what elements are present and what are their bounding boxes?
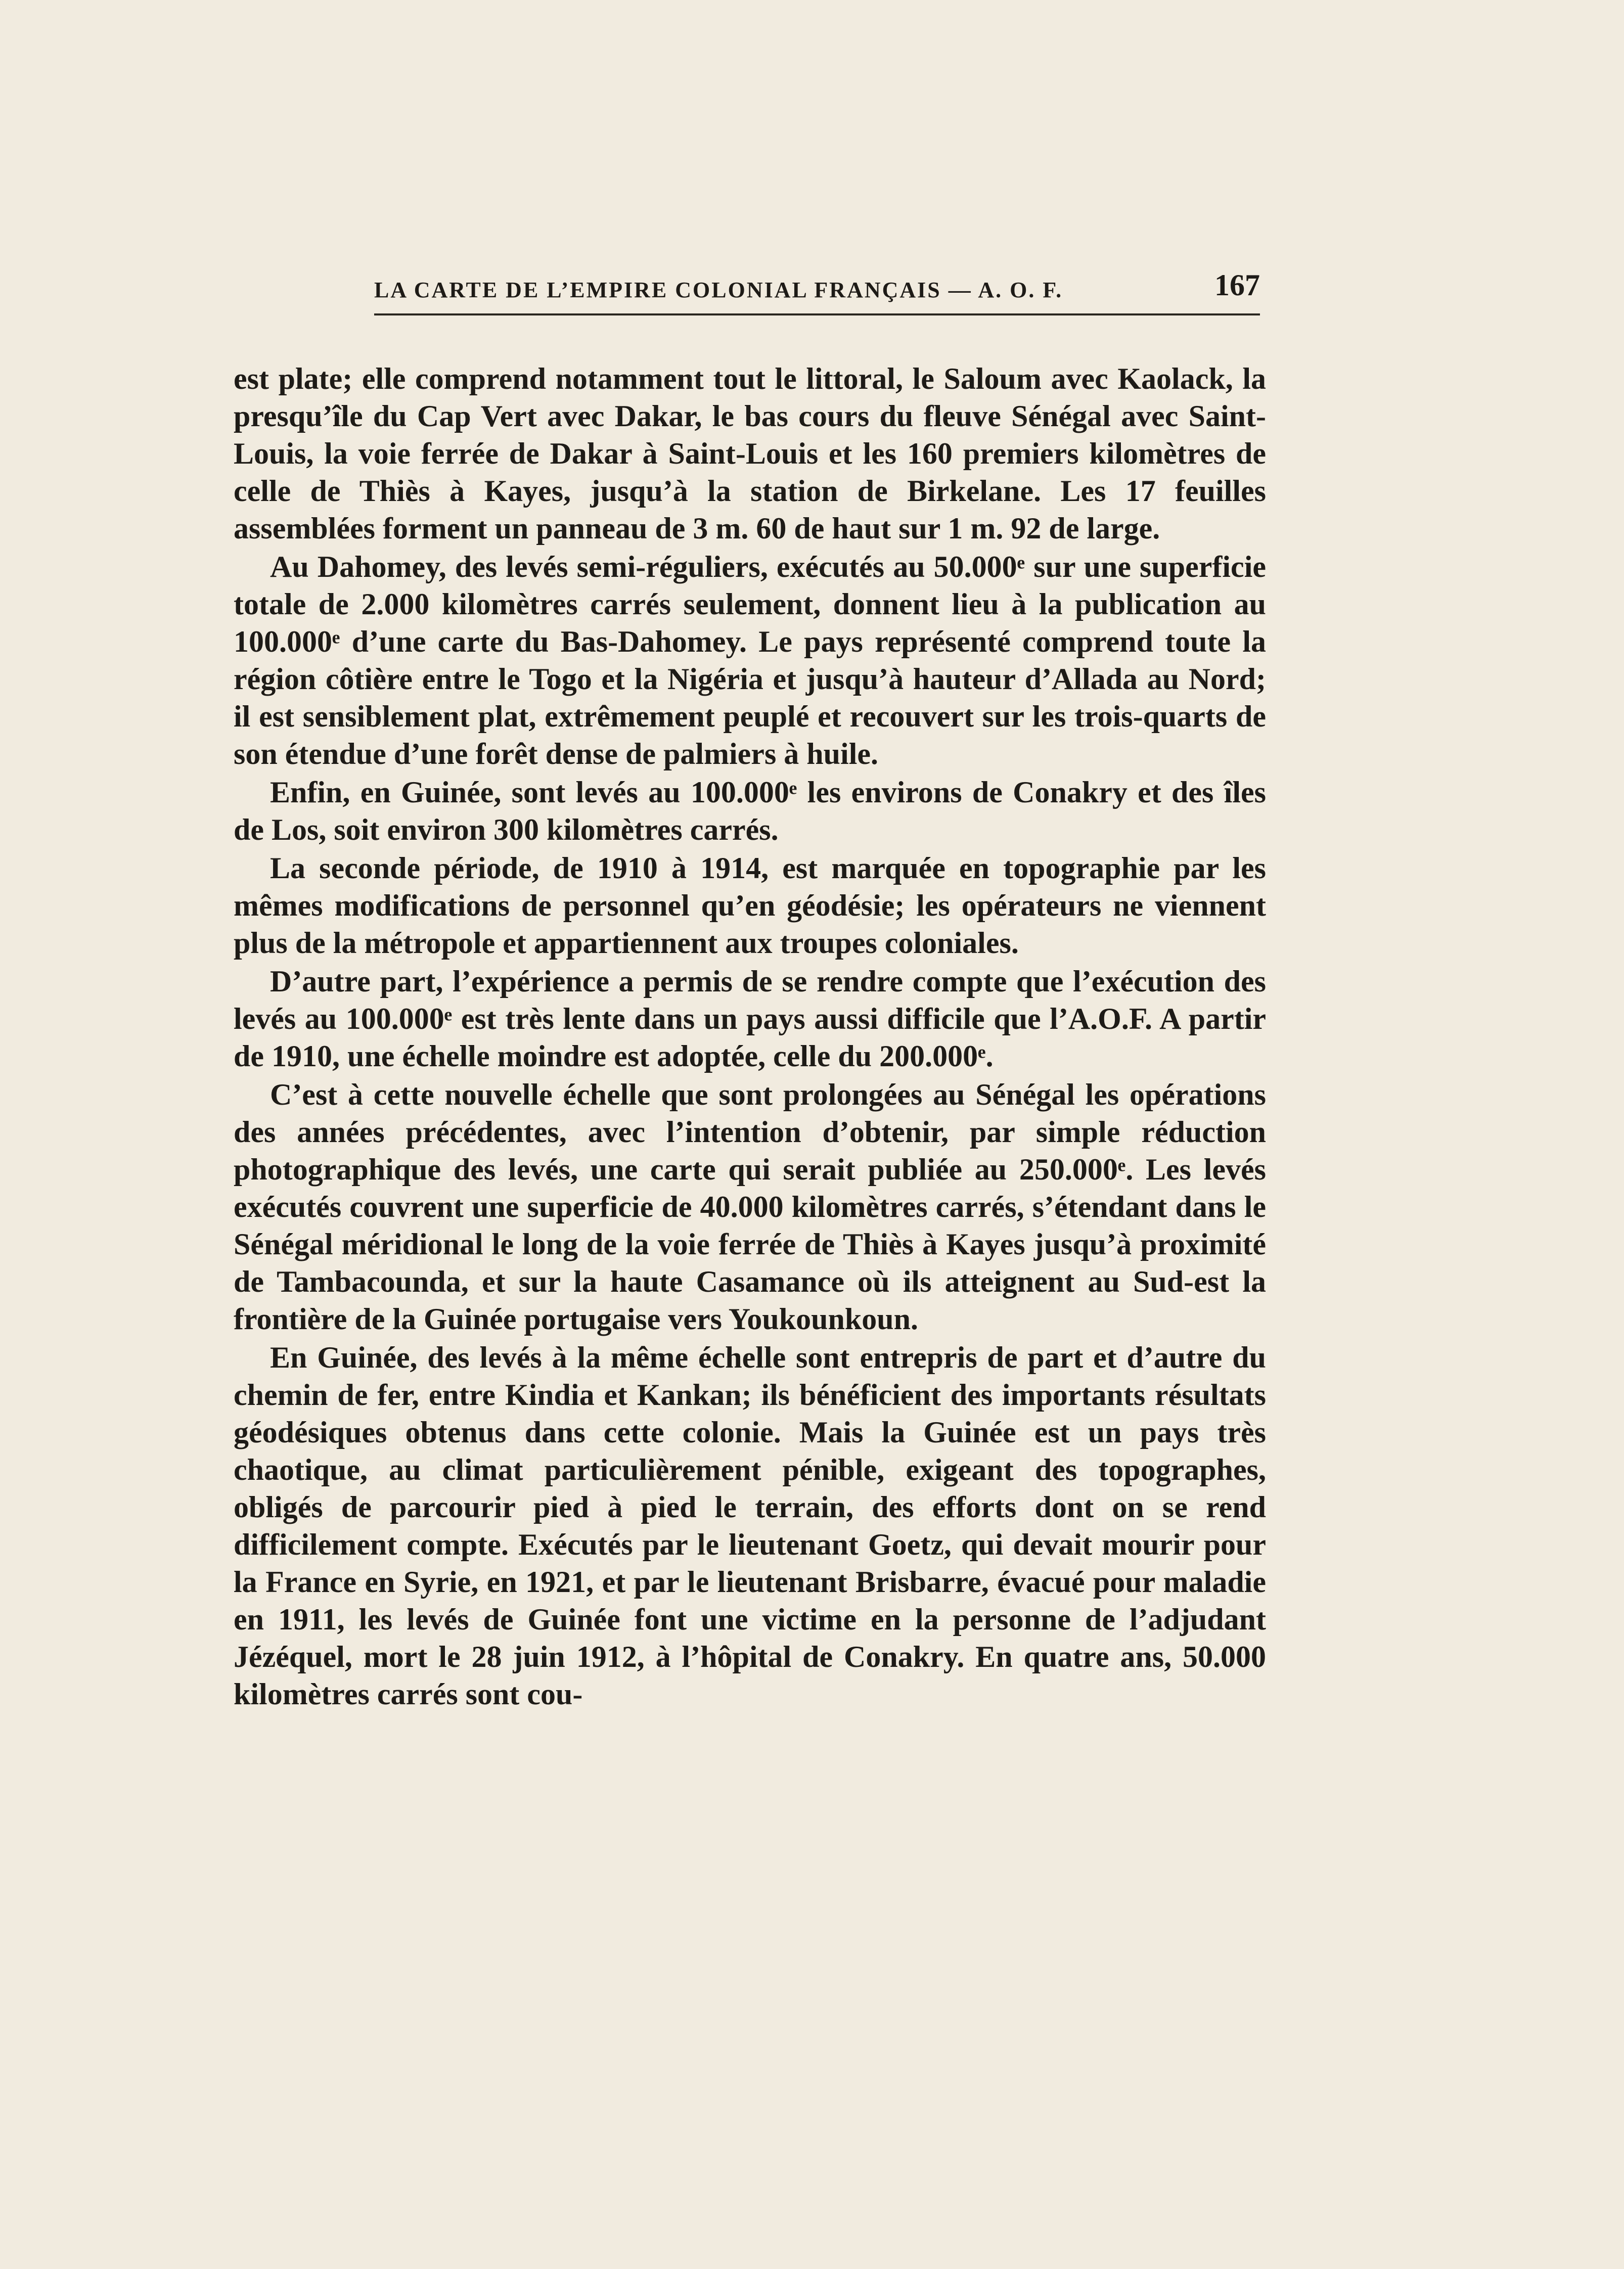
paragraph-7: En Guinée, des levés à la même échelle sont entrepris de part et d’autre du chemin de fer, entre Kindia et Kankan; ils bénéficient des importants résultats géodésiques obtenus dans cette colonie. Mais la Guinée est un pays très chaotique, au climat particulièrement pénible, exigeant des topographes, obligés de parcourir pied à pied le terrain, des efforts dont on se rend difficilement compte. Exécutés par le lieutenant Goetz, qui devait mourir pour la France en Syrie, en 1921, et par le lieutenant Brisbarre, évacué pour maladie en 1911, les levés de Guinée font une victime en la personne de l’adjudant Jézéquel, mort le 28 juin 1912, à l’hôpital de Conakry. En quatre ans, 50.000 kilomètres carrés sont cou- xyxy=(234,1341,1266,1711)
running-title: LA CARTE DE L’EMPIRE COLONIAL FRANÇAIS — A. O. F. xyxy=(374,278,1063,302)
paragraph-4: La seconde période, de 1910 à 1914, est marquée en topographie par les mêmes modifications de personnel qu’en géodésie; les opérateurs ne viennent plus de la métropole et appartiennent aux troupes coloniales. xyxy=(234,851,1266,960)
paragraph-6: C’est à cette nouvelle échelle que sont prolongées au Sénégal les opérations des années précédentes, avec l’intention d’obtenir, par simple réduction photographique des levés, une carte qui serait publiée au 250.000ᵉ. Les levés exécutés couvrent une superficie de 40.000 kilomètres carrés, s’étendant dans le Sénégal méridional le long de la voie ferrée de Thiès à Kayes jusqu’à proximité de Tambacounda, et sur la haute Casamance où ils atteignent au Sud-est la frontière de la Guinée portugaise vers Youkounkoun. xyxy=(234,1078,1266,1336)
body-text xyxy=(234,360,1266,1713)
paragraph-5: D’autre part, l’expérience a permis de se rendre compte que l’exécution des levés au 100.000ᵉ est très lente dans un pays aussi difficile que l’A.O.F. A partir de 1910, une échelle moindre est adoptée, celle du 200.000ᵉ. xyxy=(234,965,1266,1073)
page-header xyxy=(374,264,1260,309)
paragraph-3: Enfin, en Guinée, sont levés au 100.000ᵉ les environs de Conakry et des îles de Los, soit environ 300 kilomètres carrés. xyxy=(234,776,1266,846)
paragraph-1: est plate; elle comprend notamment tout le littoral, le Saloum avec Kaolack, la presqu’île du Cap Vert avec Dakar, le bas cours du fleuve Sénégal avec Saint-Louis, la voie ferrée de Dakar à Saint-Louis et les 160 premiers kilomètres de celle de Thiès à Kayes, jusqu’à la station de Birkelane. Les 17 feuilles assemblées forment un panneau de 3 m. 60 de haut sur 1 m. 92 de large. xyxy=(234,362,1266,545)
header-rule xyxy=(374,313,1260,315)
paragraph-2: Au Dahomey, des levés semi-réguliers, exécutés au 50.000ᵉ sur une superficie totale de 2.000 kilomètres carrés seulement, donnent lieu à la publication au 100.000ᵉ d’une carte du Bas-Dahomey. Le pays représenté comprend toute la région côtière entre le Togo et la Nigéria et jusqu’à hauteur d’Allada au Nord; il est sensiblement plat, extrêmement peuplé et recouvert sur les trois-quarts de son étendue d’une forêt dense de palmiers à huile. xyxy=(234,550,1266,770)
page-number: 167 xyxy=(1214,268,1260,302)
